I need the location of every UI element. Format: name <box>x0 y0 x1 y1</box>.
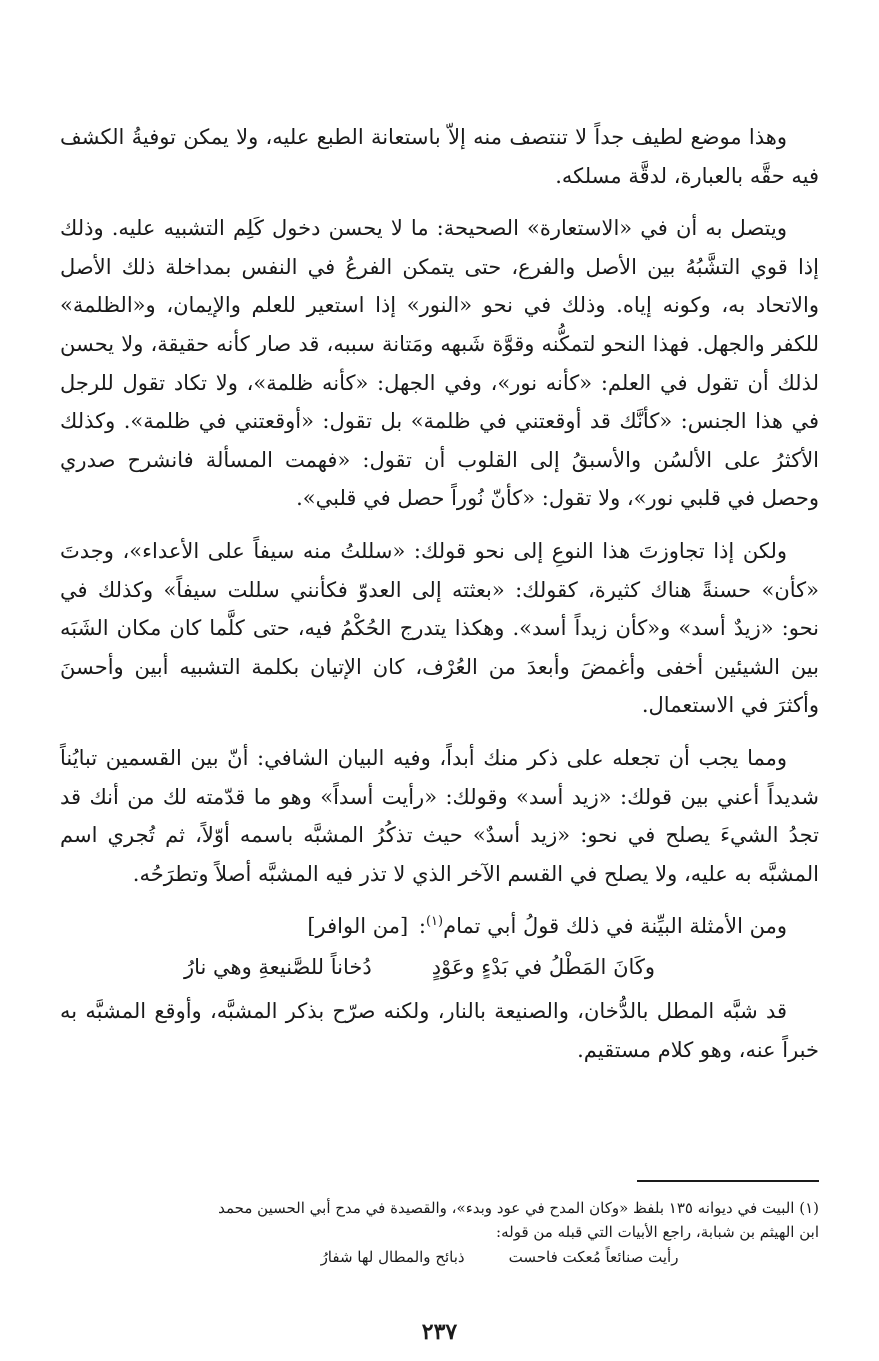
verse-intro-colon: : <box>418 914 426 939</box>
paragraph-3: ولكن إذا تجاوزتَ هذا النوعِ إلى نحو قولك: «سللتُ منه سيفاً على الأعداء»، وجدتَ «كأن» حسنةً هناك كثيرة، كقولك: «بعثته إلى العدوّ فكأنني سللت سيفاً» وكذلك في نحو: «زيدٌ أسد» و«كأن زيداً أسد». وهكذا يتدرج الحُكْمُ فيه، حتى كلَّما كان مكان الشَبَه بين الشيئين أخفى وأغمضَ وأبعدَ من العُرْف، كان الإتيان بكلمة التشبيه أبين وأحسنَ وأكثرَ في الاستعمال. <box>60 538 820 718</box>
footnote-line-2: ابن الهيثم بن شبابة، راجع الأبيات التي قبله من قوله: <box>496 1223 819 1241</box>
paragraph-after-verse: قد شبَّه المطل بالدُّخان، والصنيعة بالنار، ولكنه صرّح بذكر المشبَّه، وأوقع المشبَّه به خبراً عنه، وهو كلام مستقيم. <box>60 999 819 1063</box>
verse-second-hemistich: دُخاناً للصَّنيعةِ وهي نارُ <box>183 954 372 979</box>
footnote-reference: (١) <box>425 914 444 930</box>
footnote-verse-second: ذبائح والمطال لها شفارُ <box>320 1248 465 1266</box>
page-number: ٢٣٧ <box>421 1319 458 1345</box>
verse-introduction <box>60 907 819 946</box>
verse-first-hemistich: وكَانَ المَطْلُ في بَدْءٍ وعَوْدٍ <box>431 954 656 979</box>
footnote-verse-first: رأيت صنائعاً مُعكت فاحست <box>508 1248 679 1266</box>
footnote-separator <box>637 1180 819 1182</box>
paragraph-4: ومما يجب أن تجعله على ذكر منك أبداً، وفيه البيان الشافي: أنّ بين القسمين تبايُناً شديداً أعني بين قولك: «زيد أسد» وقولك: «رأيت أسداً» وهو ما قدّمته لك من أنك قد تجدُ الشيءَ يصلح في نحو: «زيد أسدٌ» حيث تذكُرُ المشبَّه باسمه أوّلاً، ثم تُجري اسم المشبَّه به عليه، ولا يصلح في القسم الآخر الذي لا تذر فيه المشبَّه أصلاً وتطرَحُه. <box>60 745 819 886</box>
paragraph-2: ويتصل به أن في «الاستعارة» الصحيحة: ما لا يحسن دخول كَلِم التشبيه عليه. وذلك إذا قوي التشَّبُهُ بين الأصل والفرع، حتى يتمكن الفرعُ في النفس بمداخلة ذلك الأصل والاتحاد به، وكونه إياه. وذلك في نحو «النور» إذا استعير للعلم والإيمان، و«الظلمة» للكفر والجهل. فهذا النحو لتمكُّنه وقوَّة شَبهه ومَتانة سببه، قد صار كأنه حقيقة، ولا يحسن لذلك أن تقول في العلم: «كأنه نور»، وفي الجهل: «كأنه ظلمة»، ولا تكاد تقول للرجل في هذا الجنس: «كأنَّك قد أوقعتني في ظلمة» بل تقول: «أوقعتني في ظلمة». وكذلك الأكثرُ على الألسُن والأسبقُ إلى القلوب أن تقول: «فهمت المسألة فانشرح صدري وحصل في قلبي نور»، ولا تقول: «كأنّ نُوراً حصل في قلبي». <box>60 216 819 511</box>
footnotes <box>60 1196 819 1270</box>
paragraph-1: وهذا موضع لطيف جداً لا تنتصف منه إلاّ باستعانة الطبع عليه، ولا يمكن توفيةُ الكشف فيه حقَّه بالعبارة، لدقَّة مسلكه. <box>60 125 819 188</box>
poem-verse <box>60 948 819 987</box>
footnote-line-1: (١) البيت في ديوانه ١٣٥ بلفظ «وكان المدح في عود وبدء»، والقصيدة في مدح أبي الحسين محمد <box>218 1199 819 1217</box>
main-text <box>60 118 819 1070</box>
poetic-meter-label: [من الوافر] <box>307 914 409 939</box>
footnote-verse <box>60 1244 819 1270</box>
verse-intro-text: ومن الأمثلة البيِّنة في ذلك قولُ أبي تمام <box>443 914 787 939</box>
